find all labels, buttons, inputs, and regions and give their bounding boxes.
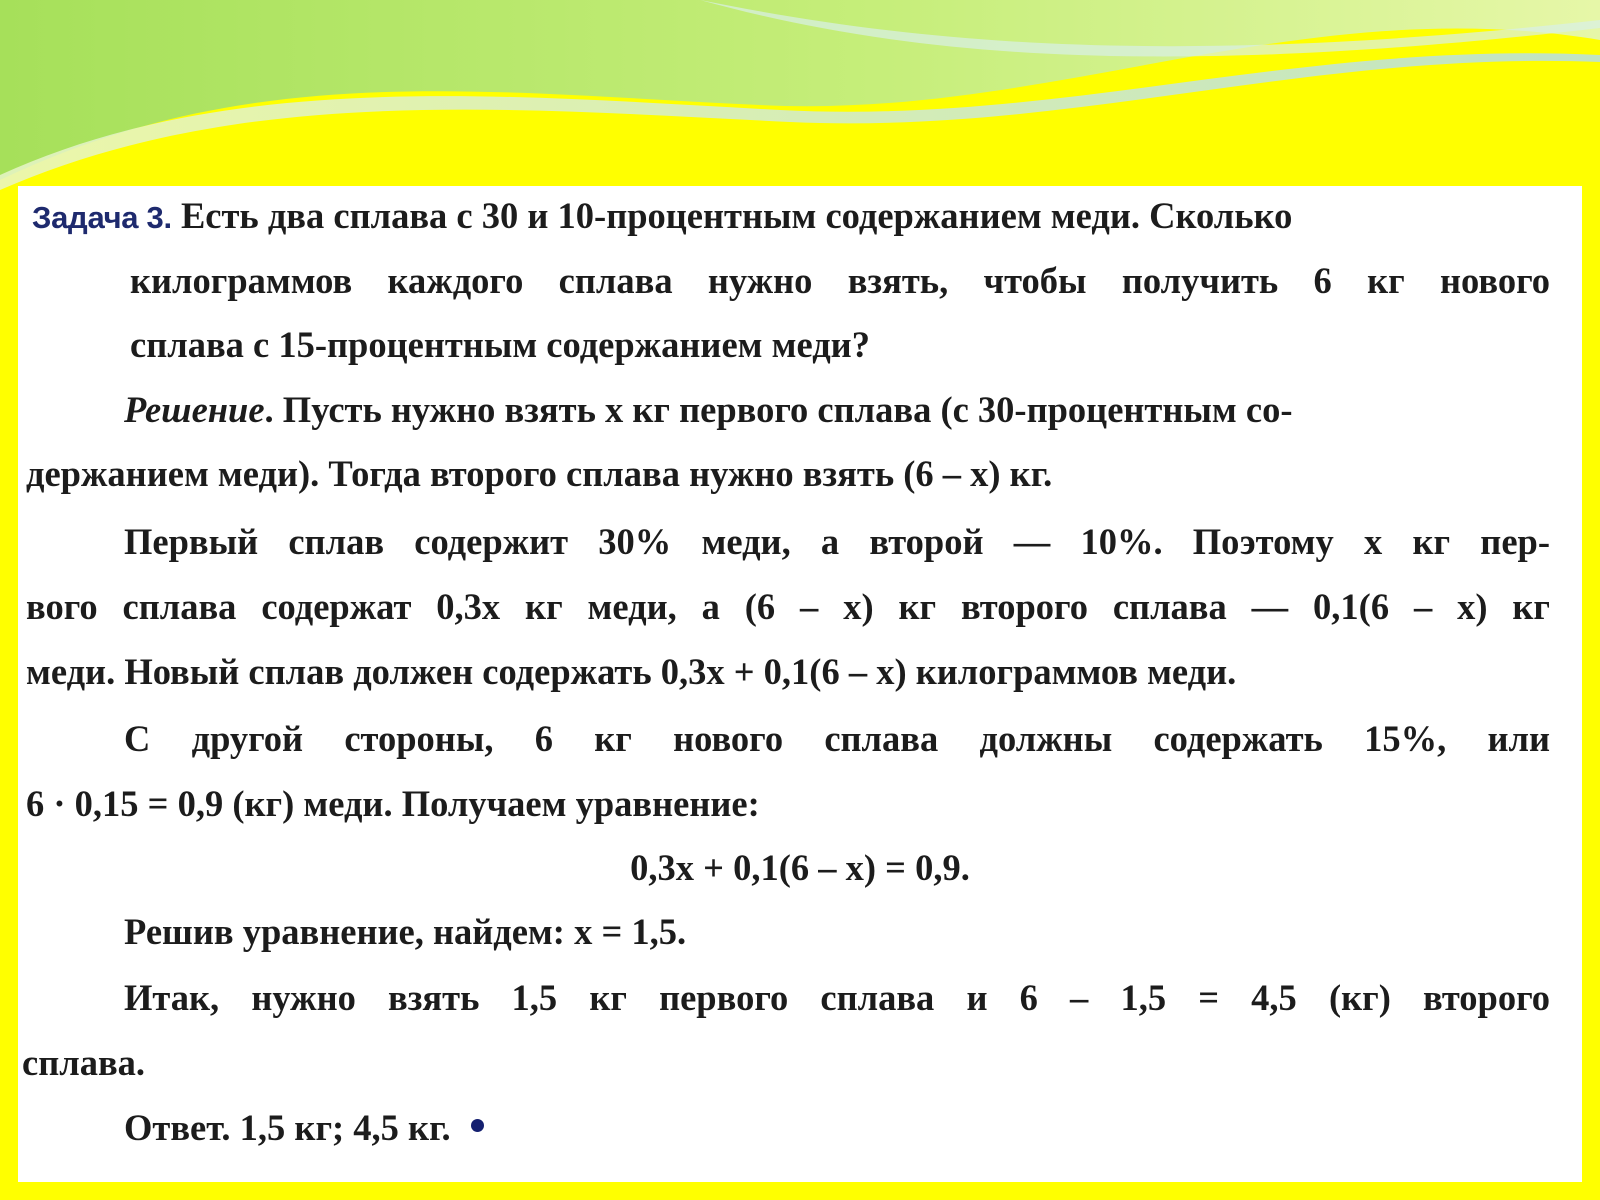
task-text-line-1: Есть два сплава с 30 и 10-процентным содержанием меди. Сколько — [180, 195, 1293, 236]
end-of-solution-bullet-icon — [471, 1119, 484, 1132]
decorative-wave-header — [0, 0, 1600, 200]
solution-label: Решение — [124, 389, 265, 430]
answer-text: Ответ. 1,5 кг; 4,5 кг. — [124, 1107, 451, 1148]
equation: 0,3x + 0,1(6 – x) = 0,9. — [630, 847, 970, 888]
task-line-2: килограммов каждого сплава нужно взять, чтобы получить 6 кг нового — [130, 260, 1550, 301]
task-line-1 — [32, 194, 1550, 240]
paragraph-3-line-1: С другой стороны, 6 кг нового сплава должны содержать 15%, или — [124, 718, 1550, 759]
paragraph-2-line-1: Первый сплав содержит 30% меди, а второй — 10%. Поэтому x кг пер- — [124, 521, 1550, 562]
paragraph-5-line-1: Итак, нужно взять 1,5 кг первого сплава и 6 – 1,5 = 4,5 (кг) второго — [124, 977, 1550, 1018]
solution-line-1 — [124, 388, 1550, 432]
paragraph-3-line-2: 6 · 0,15 = 0,9 (кг) меди. Получаем уравнение: — [26, 783, 760, 824]
paragraph-4: Решив уравнение, найдем: x = 1,5. — [124, 911, 687, 952]
solution-text-line-1: . Пусть нужно взять x кг первого сплава (с 30-процентным со- — [264, 389, 1293, 430]
task-label: Задача 3. — [32, 200, 172, 235]
solution-line-2: держанием меди). Тогда второго сплава нужно взять (6 – x) кг. — [26, 453, 1053, 494]
textbook-page — [18, 186, 1582, 1182]
answer-line — [124, 1106, 484, 1150]
paragraph-5-line-2: сплава. — [22, 1042, 146, 1083]
paragraph-2-line-3: меди. Новый сплав должен содержать 0,3x + 0,1(6 – x) килограммов меди. — [26, 651, 1237, 692]
paragraph-2-line-2: вого сплава содержат 0,3x кг меди, а (6 – x) кг второго сплава — 0,1(6 – x) кг — [26, 586, 1550, 627]
task-line-3: сплава с 15-процентным содержанием меди? — [130, 324, 870, 365]
